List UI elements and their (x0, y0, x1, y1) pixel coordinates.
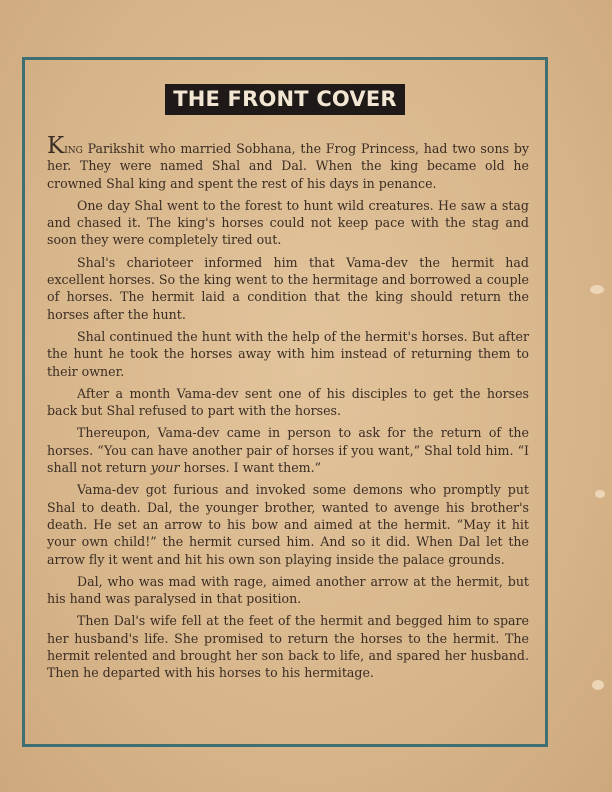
story-text (47, 133, 529, 687)
paragraph: Vama-dev got furious and invoked some demons who promptly put Shal to death. Dal, the younger brother, wanted to avenge his brother's death. He set an arrow to his bow and aimed at the hermit. “May it hit your own child!” the hermit cursed him. And so it did. When Dal let the arrow fly it went and hit his own son playing inside the palace grounds. (47, 482, 529, 567)
paragraph: Shal continued the hunt with the help of the hermit's horses. But after the hunt he took the horses away with him instead of returning them to their owner. (47, 328, 529, 379)
paper-speck (590, 285, 604, 294)
paragraph (47, 133, 529, 192)
paragraph-text: Thereupon, Vama-dev came in person to ask for the return of the horses. “You can have another pair of horses if you want,” Shal told him. “I shall not return (47, 425, 529, 476)
paragraph-text: Parikshit who married Sobhana, the Frog Princess, had two sons by her. They were named Shal and Dal. When the king became old he crowned Shal king and spent the rest of his days in penance. (47, 141, 529, 191)
drop-cap: K (47, 133, 65, 159)
paragraph: One day Shal went to the forest to hunt wild creatures. He saw a stag and chased it. The king's horses could not keep pace with the stag and soon they were completely tired out. (47, 197, 529, 248)
paragraph (47, 424, 529, 476)
paper-speck (595, 490, 605, 498)
opening-small-caps: ing (64, 141, 83, 156)
paragraph: Then Dal's wife fell at the feet of the hermit and begged him to spare her husband's life. She promised to return the horses to the hermit. The hermit relented and brought her son back to life, and spared her husband. Then he departed with his horses to his hermitage. (47, 613, 529, 681)
paper-speck (592, 680, 604, 690)
title-area (0, 84, 570, 115)
paragraph-text: horses. I want them.” (179, 460, 322, 476)
page-title: THE FRONT COVER (165, 84, 405, 115)
paragraph: After a month Vama-dev sent one of his disciples to get the horses back but Shal refused to part with the horses. (47, 385, 529, 419)
emphasis-text: your (150, 460, 180, 476)
paragraph: Shal's charioteer informed him that Vama-dev the hermit had excellent horses. So the king went to the hermitage and borrowed a couple of horses. The hermit laid a condition that the king should return the horses after the hunt. (47, 254, 529, 322)
paragraph: Dal, who was mad with rage, aimed another arrow at the hermit, but his hand was paralysed in that position. (47, 573, 529, 607)
